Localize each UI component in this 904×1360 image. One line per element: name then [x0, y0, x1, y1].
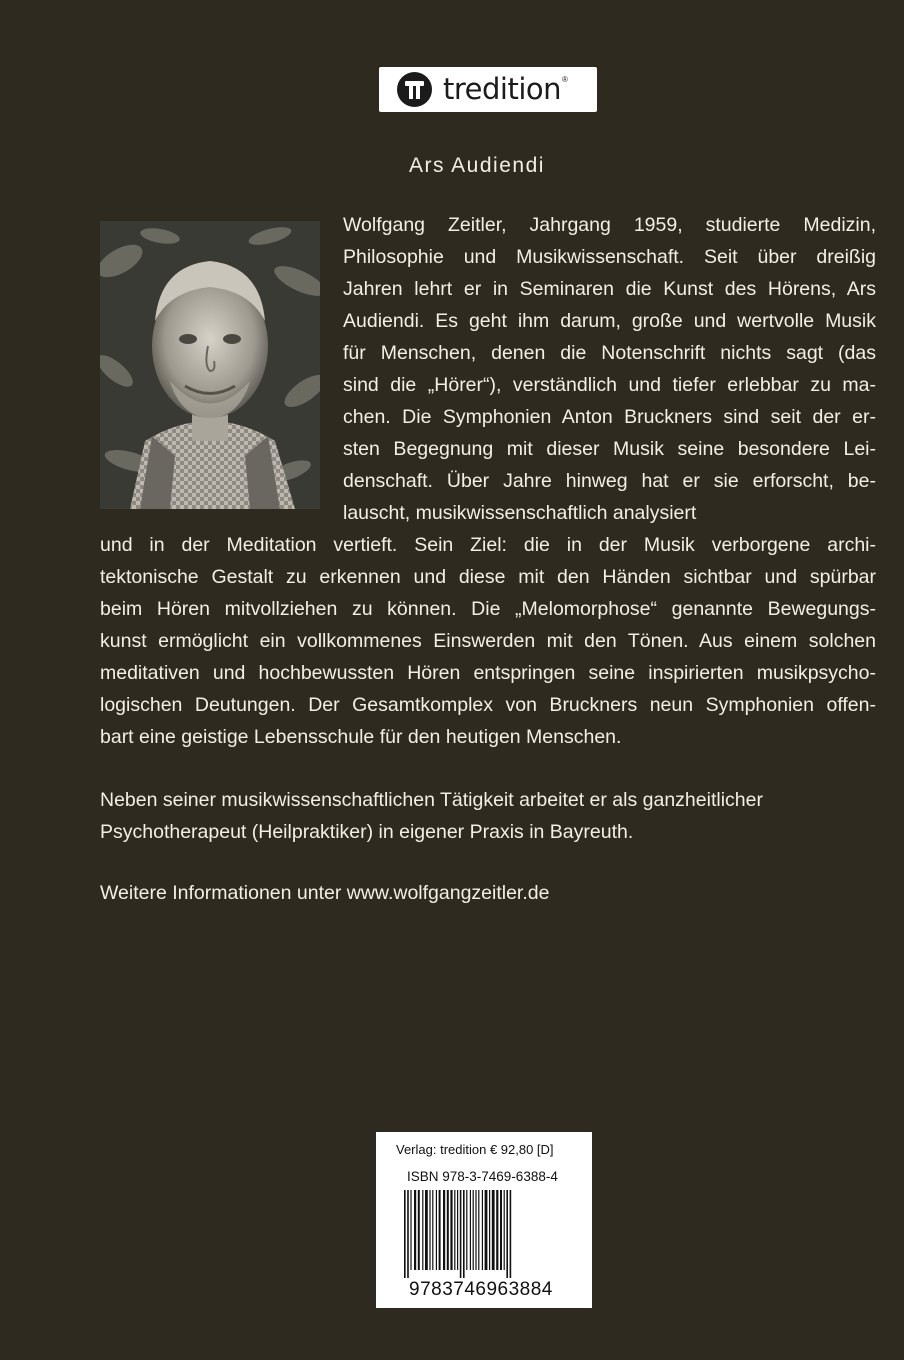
barcode-bar [475, 1190, 476, 1270]
barcode-bar [489, 1190, 490, 1270]
barcode-bar [470, 1190, 471, 1270]
barcode-bar [500, 1190, 502, 1270]
bio-line: denschaft. Über Jahre hinweg hat er sie erforscht, be- [343, 470, 876, 492]
more-info-line: Weitere Informationen unter www.wolfgangzeitler.de [100, 882, 550, 904]
barcode-bar [496, 1190, 498, 1270]
author-portrait-image [100, 221, 320, 509]
barcode-bar [447, 1190, 449, 1270]
barcode-bar [492, 1190, 495, 1270]
barcode-bar [466, 1190, 467, 1270]
barcode-bar [404, 1190, 406, 1278]
bio-line: Wolfgang Zeitler, Jahrgang 1959, studierte Medizin, [343, 214, 876, 236]
bio-full-block [100, 529, 876, 753]
barcode-bar [457, 1190, 458, 1270]
bio-line: meditativen und hochbewussten Hören entspringen seine inspirierten musikpsycho- [100, 662, 876, 684]
barcode-bar [443, 1190, 445, 1270]
publisher-price-line: Verlag: tredition € 92,80 [D] [396, 1142, 554, 1157]
barcode-bar [478, 1190, 479, 1270]
barcode-bar [510, 1190, 512, 1278]
bio-wrapped-block [343, 209, 876, 529]
barcode-bar [422, 1190, 423, 1270]
bio-line: chen. Die Symphonien Anton Bruckners sind seit der er- [343, 406, 876, 428]
barcode-bar [407, 1190, 409, 1278]
bio-line: Philosophie und Musikwissenschaft. Seit über dreißig [343, 246, 876, 268]
barcode-bar [414, 1190, 416, 1270]
barcode-bar [429, 1190, 430, 1270]
book-title: Ars Audiendi [409, 154, 545, 177]
bio-line: sind die „Hörer“), verständlich und tiefer erlebbar zu ma- [343, 374, 876, 396]
isbn-line: ISBN 978-3-7469-6388-4 [407, 1169, 558, 1184]
barcode-bar [504, 1190, 505, 1270]
barcode-bar [418, 1190, 420, 1270]
bio-line: bart eine geistige Lebensschule für den heutigen Menschen. [100, 726, 622, 748]
barcode-bar [482, 1190, 483, 1270]
barcode-bar [439, 1190, 441, 1270]
bio-line: tektonische Gestalt zu erkennen und diese mit den Händen sichtbar und spürbar [100, 566, 876, 588]
tredition-logo-icon [397, 72, 432, 107]
practice-paragraph [100, 784, 876, 848]
publisher-logo [379, 67, 597, 112]
isbn-barcode-box [376, 1132, 592, 1308]
more-info-paragraph [100, 877, 876, 909]
bio-line: Jahren lehrt er in Seminaren die Kunst des Hörens, Ars [343, 278, 876, 300]
bio-line: beim Hören mitvollziehen zu können. Die „Melomorphose“ genannte Bewegungs- [100, 598, 876, 620]
barcode-bar [425, 1190, 428, 1270]
bio-line: Audiendi. Es geht ihm darum, große und wertvolle Musik [343, 310, 876, 332]
barcode-bars [404, 1190, 566, 1278]
practice-line: Neben seiner musikwissenschaftlichen Tätigkeit arbeitet er als ganzheitlicher [100, 789, 763, 811]
barcode-bar [450, 1190, 452, 1270]
bio-line: für Menschen, denen die Notenschrift nichts sagt (das [343, 342, 876, 364]
barcode-bar [436, 1190, 437, 1270]
registered-mark: ® [562, 75, 568, 84]
barcode-bar [473, 1190, 474, 1270]
practice-line: Psychotherapeut (Heilpraktiker) in eigener Praxis in Bayreuth. [100, 821, 634, 843]
barcode-number: 9783746963884 [409, 1279, 553, 1300]
bio-line: sten Begegnung mit dieser Musik seine besondere Lei- [343, 438, 876, 460]
bio-line: und in der Meditation vertieft. Sein Ziel: die in der Musik verborgene archi- [100, 534, 876, 556]
barcode-bar [410, 1190, 411, 1270]
publisher-wordmark: tredition [443, 72, 562, 106]
author-photo [100, 221, 320, 509]
barcode-bar [432, 1190, 433, 1270]
barcode-bar [506, 1190, 508, 1278]
barcode-bar [463, 1190, 465, 1278]
barcode-bar [460, 1190, 462, 1278]
bio-line: kunst ermöglicht ein vollkommenes Einswerden mit den Tönen. Aus einem solchen [100, 630, 876, 652]
barcode-bar [454, 1190, 455, 1270]
barcode-bar [485, 1190, 488, 1270]
bio-line: lauscht, musikwissenschaftlich analysiert [343, 502, 697, 524]
bio-line: logischen Deutungen. Der Gesamtkomplex von Bruckners neun Symphonien offen- [100, 694, 876, 716]
